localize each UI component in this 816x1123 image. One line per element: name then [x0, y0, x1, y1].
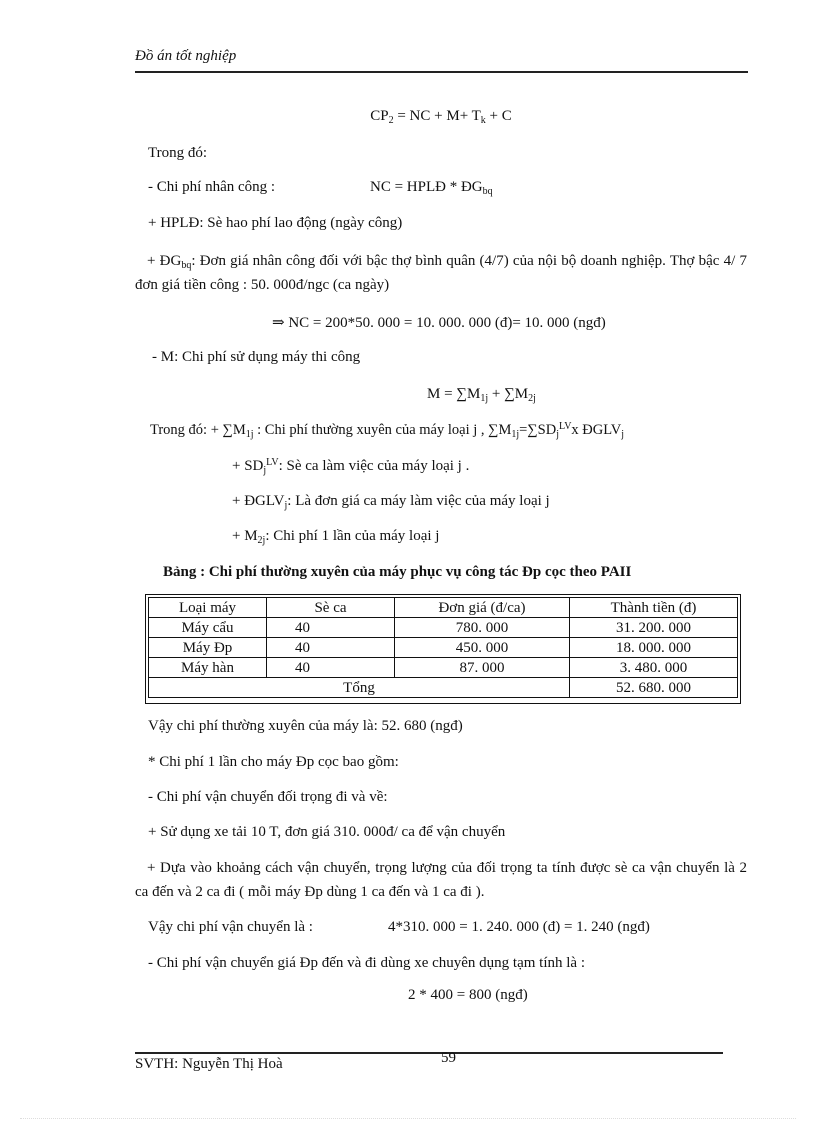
- td2-a: Trong đó: + ∑M: [150, 422, 246, 438]
- vay-chi-phi-van-chuyen-label: Vậy chi phí vận chuyển là :: [148, 919, 313, 935]
- table-cell: Máy cẩu: [149, 618, 267, 638]
- table-header-cell: Thành tiền (đ): [570, 598, 738, 618]
- table-title: Bảng : Chi phí thường xuyên của máy phục vụ công tác Ðp cọc theo PAII: [163, 564, 632, 580]
- m-formula: [427, 384, 536, 404]
- table-cell: 40: [267, 618, 395, 638]
- td2-d: x ĐGLV: [571, 422, 622, 438]
- trong-do-m1j: [150, 420, 624, 440]
- footer-divider: [135, 1052, 723, 1054]
- m2j-a: + M: [232, 528, 258, 544]
- table-total-label: Tổng: [149, 678, 570, 698]
- cp2-formula: [135, 106, 747, 126]
- td2-c: =∑SD: [519, 422, 557, 438]
- header-divider: [135, 71, 748, 73]
- dglv-a: + ĐGLV: [232, 493, 285, 509]
- page-header-title: Đồ án tốt nghiệp: [135, 48, 237, 64]
- dg-sub: bq: [181, 260, 192, 271]
- dua-vao-paragraph: [135, 856, 747, 904]
- table-row: [149, 658, 738, 678]
- cp2-end: + C: [485, 108, 512, 124]
- vay-chi-phi-van-chuyen-value: 4*310. 000 = 1. 240. 000 (đ) = 1. 240 (ngđ): [388, 919, 650, 935]
- table-total-value: 52. 680. 000: [570, 678, 738, 698]
- table-cell: 40: [267, 658, 395, 678]
- sd-sup: LV: [266, 457, 279, 468]
- table-cell: 87. 000: [395, 658, 570, 678]
- sd-line: [232, 456, 469, 476]
- chi-phi-1-lan: * Chi phí 1 lần cho máy Ðp cọc bao gồm:: [148, 754, 399, 770]
- dglv-b: : Là đơn giá ca máy làm việc của máy loại j: [287, 493, 550, 509]
- table-cell: 450. 000: [395, 638, 570, 658]
- table-cell: Máy Ðp: [149, 638, 267, 658]
- su-dung-xe-tai: + Sử dụng xe tải 10 T, đơn giá 310. 000đ/ ca để vận chuyển: [148, 824, 506, 840]
- td2-b: : Chi phí thường xuyên của máy loại j , ∑M: [253, 422, 512, 438]
- table-header-cell: Loại máy: [149, 598, 267, 618]
- nc-formula: [370, 177, 493, 197]
- footer-student-name: SVTH: Nguyễn Thị Hoà: [135, 1056, 283, 1072]
- m-formula-s1: 1j: [480, 393, 489, 404]
- cp2-sub: 2: [388, 115, 394, 126]
- table-cell: 40: [267, 638, 395, 658]
- nc-label: - Chi phí nhân công :: [148, 179, 276, 195]
- table-cell: 3. 480. 000: [570, 658, 738, 678]
- td2-s3: j: [556, 429, 559, 440]
- hpld-line: + HPLĐ: Sè hao phí lao động (ngày công): [148, 215, 403, 231]
- dglv-line: [232, 491, 550, 511]
- sd-a: + SD: [232, 458, 264, 474]
- sd-b: : Sè ca làm việc của máy loại j .: [278, 458, 470, 474]
- table-header-cell: Sè ca: [267, 598, 395, 618]
- cp2-lhs: CP: [370, 108, 389, 124]
- table-cell: 31. 200. 000: [570, 618, 738, 638]
- m2j-sub: 2j: [257, 535, 266, 546]
- vay-chi-phi-thuong-xuyen: Vậy chi phí thường xuyên của máy là: 52. 680 (ngđ): [148, 718, 463, 734]
- dglv-sub: j: [284, 500, 288, 511]
- table-cell: 780. 000: [395, 618, 570, 638]
- table-header-row: [149, 598, 738, 618]
- td2-s2: 1j: [511, 429, 520, 440]
- nc-formula-sub: bq: [482, 186, 493, 197]
- m-label: - M: Chi phí sử dụng máy thi công: [152, 349, 361, 365]
- table-total-row: [149, 678, 738, 698]
- nc-formula-text: NC = HPLĐ * ĐG: [370, 179, 483, 195]
- chi-phi-van-chuyen: - Chi phí vận chuyển đối trọng đi và về:: [148, 789, 388, 805]
- td2-s1: 1j: [245, 429, 254, 440]
- m-formula-a: M = ∑M: [427, 386, 481, 402]
- m-formula-s2: 2j: [528, 393, 536, 404]
- cp2-mid: = NC + M+ T: [393, 108, 481, 124]
- table-row: [149, 618, 738, 638]
- cp2-k: k: [480, 115, 486, 126]
- machine-cost-table: [145, 594, 741, 704]
- td2-sup: LV: [559, 421, 572, 432]
- trong-do-label: Trong đó:: [148, 145, 208, 161]
- td2-s4: j: [621, 429, 625, 440]
- table-cell: Máy hàn: [149, 658, 267, 678]
- dg-a: + ĐG: [147, 253, 182, 269]
- dg-b: : Đơn giá nhân công đối với bậc thợ bình quân (4/7) của nội bộ doanh nghiệp. Thợ bậc 4/ 7 đơn giá tiền công : 50. 000đ/ngc (ca ngày): [135, 253, 748, 293]
- van-chuyen-gia-ep: - Chi phí vận chuyển giá Ðp đến và đi dùng xe chuyên dụng tạm tính là :: [148, 955, 585, 971]
- sd-sub: j: [263, 465, 267, 476]
- nc-result: ⇒ NC = 200*50. 000 = 10. 000. 000 (đ)= 10. 000 (ngđ): [272, 315, 606, 331]
- dg-paragraph: [135, 249, 747, 297]
- m2j-b: : Chi phí 1 lần của máy loại j: [265, 528, 440, 544]
- table-header-cell: Đơn giá (đ/ca): [395, 598, 570, 618]
- table-cell: 18. 000. 000: [570, 638, 738, 658]
- page-number: 59: [441, 1050, 456, 1066]
- m-formula-b: + ∑M: [488, 386, 529, 402]
- table-row: [149, 638, 738, 658]
- page-bottom-edge: [20, 1118, 796, 1119]
- van-chuyen-formula: 2 * 400 = 800 (ngđ): [408, 987, 528, 1003]
- m2j-line: [232, 526, 439, 546]
- dua-vao-text: + Dựa vào khoảng cách vận chuyển, trọng lượng của đối trọng ta tính được sè ca vận chuyển là 2 ca đến và 2 ca đi ( mỗi máy Ðp dùng 1 ca đến và 1 ca đi ).: [135, 860, 747, 900]
